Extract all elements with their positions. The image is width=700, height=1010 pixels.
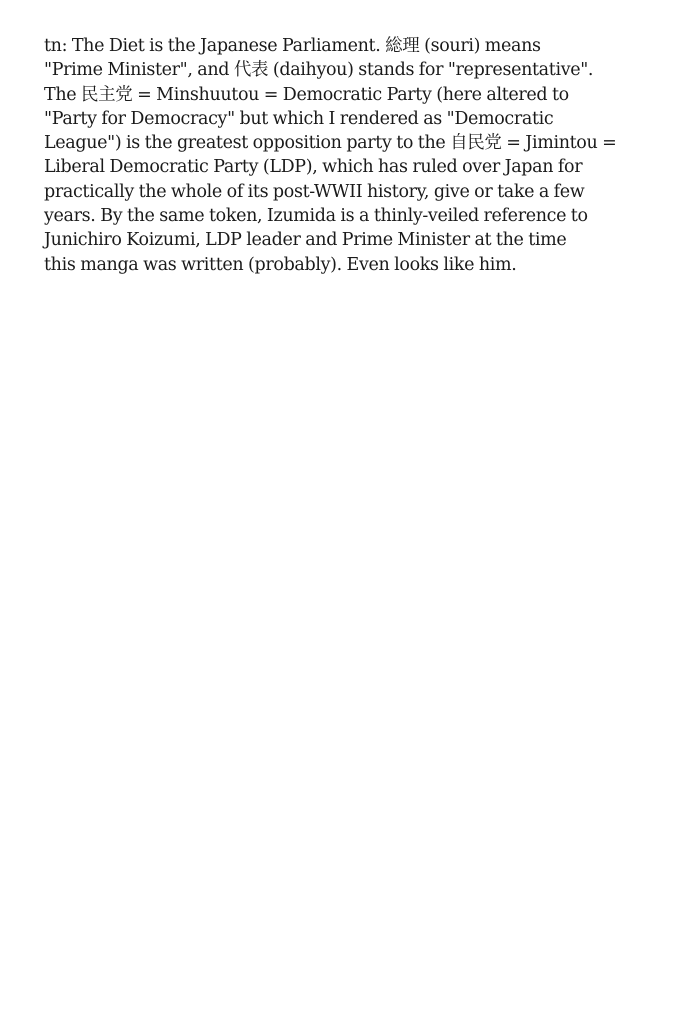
note-line-7: practically the whole of its post-WWII history, give or take a few: [44, 181, 585, 202]
note-line-9: Junichiro Koizumi, LDP leader and Prime Minister at the time: [44, 230, 567, 251]
note-line-3: The 民主党 = Minshuutou = Democratic Party (here altered to: [44, 84, 569, 105]
note-line-4: "Party for Democracy" but which I rendered as "Democratic: [44, 108, 554, 129]
note-line-8: years. By the same token, Izumida is a thinly-veiled reference to: [44, 206, 588, 227]
note-line-6: Liberal Democratic Party (LDP), which has ruled over Japan for: [44, 157, 583, 178]
translator-note: [44, 34, 684, 277]
note-line-2: "Prime Minister", and 代表 (daihyou) stands for "representative".: [44, 60, 594, 81]
note-line-10: this manga was written (probably). Even looks like him.: [44, 254, 517, 275]
note-line-1: tn: The Diet is the Japanese Parliament. 総理 (souri) means: [44, 36, 541, 56]
note-line-5: League") is the greatest opposition party to the 自民党 = Jimintou =: [44, 133, 617, 154]
